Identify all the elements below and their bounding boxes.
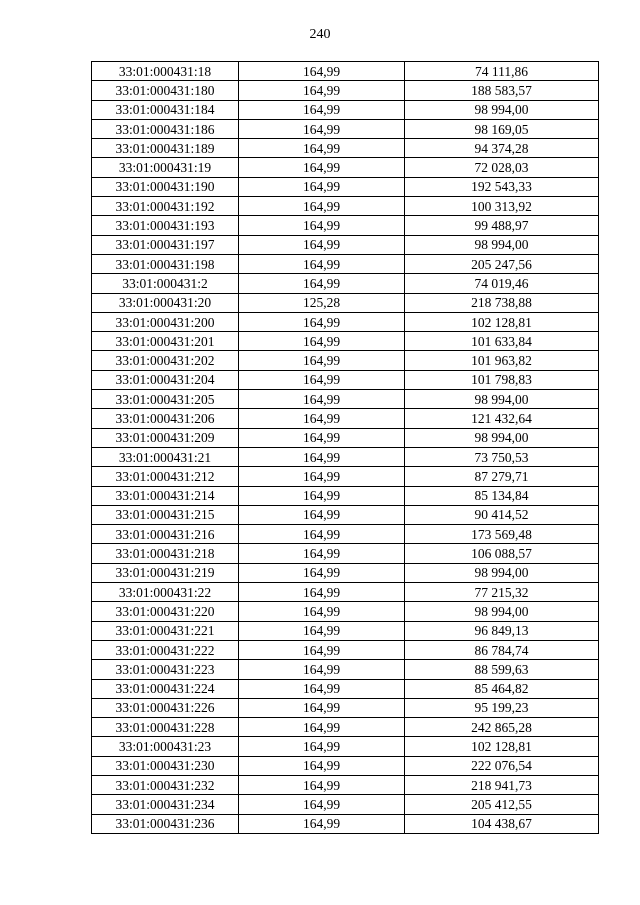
value-cell: 104 438,67 [405,814,599,833]
value-cell: 77 215,32 [405,583,599,602]
area-cell: 164,99 [239,563,405,582]
cadastral-number-cell: 33:01:000431:215 [92,505,239,524]
cadastral-number-cell: 33:01:000431:200 [92,312,239,331]
cadastral-number-cell: 33:01:000431:18 [92,62,239,81]
value-cell: 74 019,46 [405,274,599,293]
area-cell: 164,99 [239,660,405,679]
table-body [92,62,599,834]
value-cell: 205 412,55 [405,795,599,814]
cadastral-number-cell: 33:01:000431:232 [92,775,239,794]
table-row [92,718,599,737]
value-cell: 218 738,88 [405,293,599,312]
area-cell: 164,99 [239,718,405,737]
value-cell: 192 543,33 [405,177,599,196]
value-cell: 99 488,97 [405,216,599,235]
value-cell: 242 865,28 [405,718,599,737]
value-cell: 102 128,81 [405,312,599,331]
cadastral-number-cell: 33:01:000431:21 [92,447,239,466]
table-row [92,293,599,312]
cadastral-number-cell: 33:01:000431:236 [92,814,239,833]
cadastral-number-cell: 33:01:000431:222 [92,640,239,659]
area-cell: 164,99 [239,544,405,563]
area-cell: 164,99 [239,370,405,389]
data-table [91,61,599,834]
table-row [92,409,599,428]
table-row [92,698,599,717]
value-cell: 173 569,48 [405,525,599,544]
cadastral-number-cell: 33:01:000431:204 [92,370,239,389]
cadastral-number-cell: 33:01:000431:224 [92,679,239,698]
area-cell: 164,99 [239,312,405,331]
cadastral-number-cell: 33:01:000431:223 [92,660,239,679]
value-cell: 205 247,56 [405,254,599,273]
table-row [92,795,599,814]
area-cell: 164,99 [239,332,405,351]
table-row [92,563,599,582]
area-cell: 164,99 [239,505,405,524]
value-cell: 98 994,00 [405,602,599,621]
value-cell: 100 313,92 [405,197,599,216]
value-cell: 222 076,54 [405,756,599,775]
area-cell: 164,99 [239,139,405,158]
cadastral-number-cell: 33:01:000431:20 [92,293,239,312]
cadastral-number-cell: 33:01:000431:230 [92,756,239,775]
cadastral-number-cell: 33:01:000431:214 [92,486,239,505]
cadastral-number-cell: 33:01:000431:228 [92,718,239,737]
value-cell: 102 128,81 [405,737,599,756]
area-cell: 164,99 [239,351,405,370]
table-row [92,274,599,293]
table-row [92,447,599,466]
value-cell: 72 028,03 [405,158,599,177]
cadastral-number-cell: 33:01:000431:212 [92,467,239,486]
area-cell: 164,99 [239,274,405,293]
table-row [92,158,599,177]
cadastral-number-cell: 33:01:000431:184 [92,100,239,119]
area-cell: 164,99 [239,698,405,717]
table-row [92,235,599,254]
cadastral-number-cell: 33:01:000431:192 [92,197,239,216]
cadastral-number-cell: 33:01:000431:202 [92,351,239,370]
area-cell: 164,99 [239,235,405,254]
area-cell: 164,99 [239,216,405,235]
table-row [92,544,599,563]
area-cell: 164,99 [239,177,405,196]
area-cell: 164,99 [239,81,405,100]
table-row [92,332,599,351]
table-row [92,351,599,370]
value-cell: 96 849,13 [405,621,599,640]
value-cell: 74 111,86 [405,62,599,81]
table-row [92,583,599,602]
table-row [92,814,599,833]
area-cell: 164,99 [239,583,405,602]
area-cell: 164,99 [239,254,405,273]
cadastral-number-cell: 33:01:000431:19 [92,158,239,177]
area-cell: 125,28 [239,293,405,312]
cadastral-number-cell: 33:01:000431:22 [92,583,239,602]
area-cell: 164,99 [239,775,405,794]
area-cell: 164,99 [239,100,405,119]
area-cell: 164,99 [239,390,405,409]
value-cell: 94 374,28 [405,139,599,158]
cadastral-number-cell: 33:01:000431:189 [92,139,239,158]
area-cell: 164,99 [239,795,405,814]
area-cell: 164,99 [239,640,405,659]
value-cell: 98 169,05 [405,119,599,138]
table-row [92,216,599,235]
table-row [92,254,599,273]
area-cell: 164,99 [239,197,405,216]
table-row [92,428,599,447]
table-row [92,119,599,138]
table-row [92,602,599,621]
area-cell: 164,99 [239,756,405,775]
page-number: 240 [309,27,331,42]
table-row [92,62,599,81]
cadastral-number-cell: 33:01:000431:216 [92,525,239,544]
value-cell: 86 784,74 [405,640,599,659]
cadastral-number-cell: 33:01:000431:234 [92,795,239,814]
cadastral-number-cell: 33:01:000431:23 [92,737,239,756]
cadastral-number-cell: 33:01:000431:221 [92,621,239,640]
value-cell: 101 798,83 [405,370,599,389]
table-row [92,737,599,756]
area-cell: 164,99 [239,602,405,621]
table-row [92,486,599,505]
value-cell: 87 279,71 [405,467,599,486]
cadastral-number-cell: 33:01:000431:219 [92,563,239,582]
value-cell: 98 994,00 [405,390,599,409]
area-cell: 164,99 [239,428,405,447]
value-cell: 121 432,64 [405,409,599,428]
area-cell: 164,99 [239,737,405,756]
value-cell: 98 994,00 [405,563,599,582]
table-row [92,756,599,775]
cadastral-number-cell: 33:01:000431:186 [92,119,239,138]
cadastral-number-cell: 33:01:000431:190 [92,177,239,196]
table-row [92,525,599,544]
cadastral-number-cell: 33:01:000431:201 [92,332,239,351]
value-cell: 88 599,63 [405,660,599,679]
table-row [92,467,599,486]
value-cell: 218 941,73 [405,775,599,794]
area-cell: 164,99 [239,467,405,486]
cadastral-number-cell: 33:01:000431:218 [92,544,239,563]
value-cell: 90 414,52 [405,505,599,524]
cadastral-number-cell: 33:01:000431:193 [92,216,239,235]
cadastral-number-cell: 33:01:000431:226 [92,698,239,717]
value-cell: 95 199,23 [405,698,599,717]
area-cell: 164,99 [239,814,405,833]
area-cell: 164,99 [239,119,405,138]
area-cell: 164,99 [239,679,405,698]
table-row [92,177,599,196]
value-cell: 101 633,84 [405,332,599,351]
cadastral-number-cell: 33:01:000431:206 [92,409,239,428]
table-row [92,621,599,640]
value-cell: 85 464,82 [405,679,599,698]
table-row [92,505,599,524]
cadastral-number-cell: 33:01:000431:180 [92,81,239,100]
value-cell: 98 994,00 [405,235,599,254]
value-cell: 188 583,57 [405,81,599,100]
table-row [92,139,599,158]
area-cell: 164,99 [239,62,405,81]
cadastral-number-cell: 33:01:000431:2 [92,274,239,293]
table-row [92,660,599,679]
table-row [92,197,599,216]
cadastral-number-cell: 33:01:000431:197 [92,235,239,254]
value-cell: 85 134,84 [405,486,599,505]
table-row [92,640,599,659]
area-cell: 164,99 [239,409,405,428]
table-row [92,370,599,389]
table-row [92,679,599,698]
area-cell: 164,99 [239,447,405,466]
cadastral-number-cell: 33:01:000431:220 [92,602,239,621]
cadastral-number-cell: 33:01:000431:198 [92,254,239,273]
value-cell: 106 088,57 [405,544,599,563]
table-row [92,775,599,794]
value-cell: 101 963,82 [405,351,599,370]
table-row [92,81,599,100]
area-cell: 164,99 [239,525,405,544]
area-cell: 164,99 [239,621,405,640]
table-row [92,390,599,409]
value-cell: 73 750,53 [405,447,599,466]
table-row [92,100,599,119]
value-cell: 98 994,00 [405,100,599,119]
value-cell: 98 994,00 [405,428,599,447]
area-cell: 164,99 [239,486,405,505]
cadastral-number-cell: 33:01:000431:209 [92,428,239,447]
area-cell: 164,99 [239,158,405,177]
cadastral-number-cell: 33:01:000431:205 [92,390,239,409]
table-row [92,312,599,331]
